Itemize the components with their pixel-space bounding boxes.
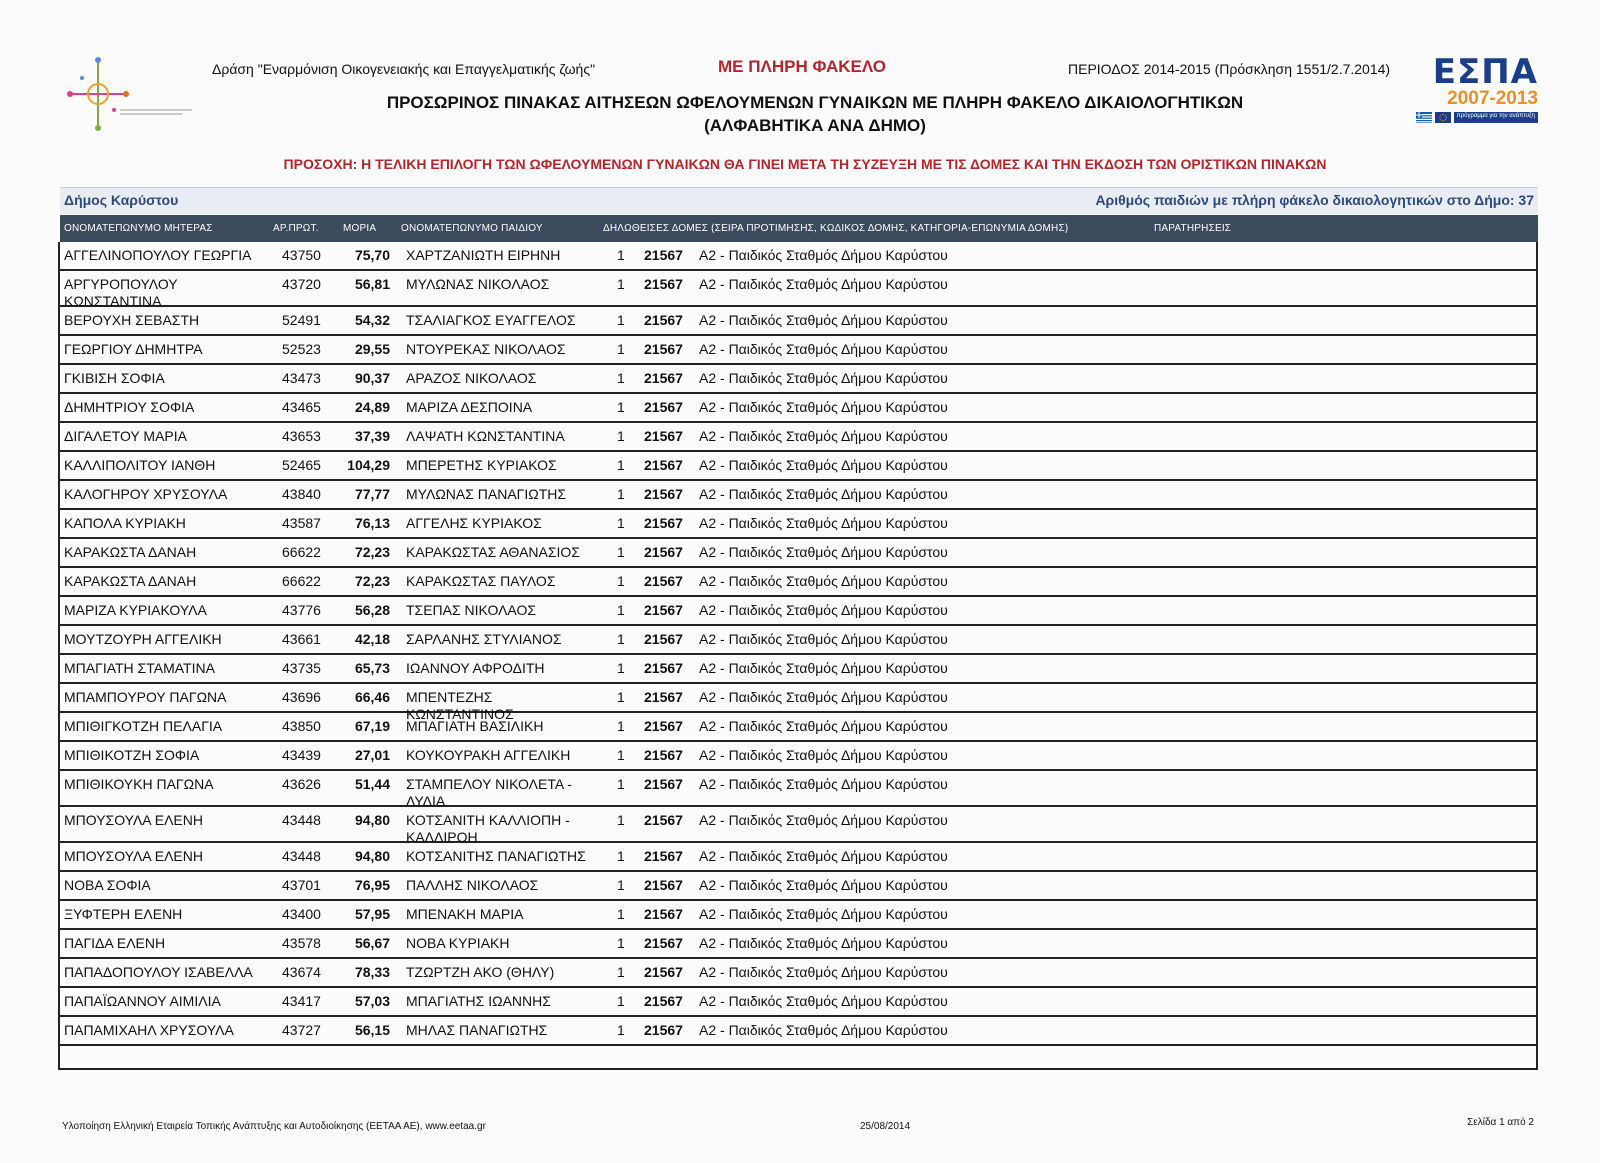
structure-code: 21567 <box>644 812 683 828</box>
col-structures: ΔΗΛΩΘΕΙΣΕΣ ΔΟΜΕΣ (ΣΕΙΡΑ ΠΡΟΤΙΜΗΣΗΣ, ΚΩΔΙΚΟΣ ΔΟΜΗΣ, ΚΑΤΗΓΟΡΙΑ-ΕΠΩΝΥΜΙΑ ΔΟΜΗΣ) <box>603 223 1069 234</box>
protocol-number: 52523 <box>282 341 321 357</box>
col-notes: ΠΑΡΑΤΗΡΗΣΕΙΣ <box>1154 223 1232 234</box>
mother-name: ΑΡΓΥΡΟΠΟΥΛΟΥ ΚΩΝΣΤΑΝΤΙΝΑ <box>64 276 178 309</box>
protocol-number: 52465 <box>282 457 321 473</box>
child-name: ΚΟΤΣΑΝΙΤΗ ΚΑΛΛΙΟΠΗ - ΚΑΛΛΙΡΟΗ <box>406 812 570 845</box>
espa-tagline: πρόγραμμα για την ανάπτυξη <box>1454 112 1538 123</box>
moria-score: 72,23 <box>354 544 390 560</box>
child-name: ΙΩΑΝΝΟΥ ΑΦΡΟΔΙΤΗ <box>406 660 545 676</box>
structure-name: Α2 - Παιδικός Σταθμός Δήμου Καρύστου <box>699 935 948 951</box>
table-row <box>60 807 1536 843</box>
structure-code: 21567 <box>644 312 683 328</box>
structure-code: 21567 <box>644 776 683 792</box>
structure-name: Α2 - Παιδικός Σταθμός Δήμου Καρύστου <box>699 312 948 328</box>
child-name: ΜΥΛΩΝΑΣ ΠΑΝΑΓΙΩΤΗΣ <box>406 486 567 502</box>
child-name: ΧΑΡΤΖΑΝΙΩΤΗ ΕΙΡΗΝΗ <box>406 247 561 263</box>
document-title: ΠΡΟΣΩΡΙΝΟΣ ΠΙΝΑΚΑΣ ΑΙΤΗΣΕΩΝ ΩΦΕΛΟΥΜΕΝΩΝ ΓΥΝΑΙΚΩΝ ΜΕ ΠΛΗΡΗ ΦΑΚΕΛΟ ΔΙΚΑΙΟΛΟΓΗΤΙΚΩΝ <box>386 93 1244 112</box>
structure-code: 21567 <box>644 718 683 734</box>
moria-score: 90,37 <box>354 370 390 386</box>
structure-code: 21567 <box>644 276 683 292</box>
preference-order: 1 <box>617 573 625 589</box>
preference-order: 1 <box>617 935 625 951</box>
child-name: ΝΤΟΥΡΕΚΑΣ ΝΙΚΟΛΑΟΣ <box>406 341 566 357</box>
moria-score: 56,15 <box>354 1022 390 1038</box>
child-name: ΚΟΤΣΑΝΙΤΗΣ ΠΑΝΑΓΙΩΤΗΣ <box>406 848 586 864</box>
child-name: ΜΠΑΓΙΑΤΗ ΒΑΣΙΛΙΚΗ <box>406 718 544 734</box>
moria-score: 94,80 <box>354 812 390 828</box>
structure-code: 21567 <box>644 877 683 893</box>
structure-name: Α2 - Παιδικός Σταθμός Δήμου Καρύστου <box>699 718 948 734</box>
preference-order: 1 <box>617 848 625 864</box>
preference-order: 1 <box>617 312 625 328</box>
preference-order: 1 <box>617 964 625 980</box>
structure-code: 21567 <box>644 428 683 444</box>
child-name: ΜΗΛΑΣ ΠΑΝΑΓΙΩΤΗΣ <box>406 1022 548 1038</box>
table-row <box>60 423 1536 452</box>
protocol-number: 43465 <box>282 399 321 415</box>
structure-code: 21567 <box>644 848 683 864</box>
mother-name: ΠΑΠΑΪΩΑΝΝΟΥ ΑΙΜΙΛΙΑ <box>64 993 221 1009</box>
table-row <box>60 901 1536 930</box>
structure-code: 21567 <box>644 660 683 676</box>
preference-order: 1 <box>617 247 625 263</box>
child-name: ΠΑΛΛΗΣ ΝΙΚΟΛΑΟΣ <box>406 877 539 893</box>
table-row <box>60 481 1536 510</box>
preference-order: 1 <box>617 486 625 502</box>
child-name: ΛΑΨΑΤΗ ΚΩΝΣΤΑΝΤΙΝΑ <box>406 428 565 444</box>
structure-name: Α2 - Παιδικός Σταθμός Δήμου Καρύστου <box>699 776 948 792</box>
preference-order: 1 <box>617 457 625 473</box>
structure-code: 21567 <box>644 631 683 647</box>
table-row <box>60 843 1536 872</box>
table-header <box>60 215 1538 242</box>
mother-name: ΠΑΠΑΔΟΠΟΥΛΟΥ ΙΣΑΒΕΛΛΑ <box>64 964 253 980</box>
moria-score: 104,29 <box>347 457 390 473</box>
action-title: Δράση "Εναρμόνιση Οικογενειακής και Επαγγελματικής ζωής" <box>212 61 596 77</box>
child-name: ΑΡΑΖΟΣ ΝΙΚΟΛΑΟΣ <box>406 370 537 386</box>
table-row <box>60 771 1536 807</box>
preference-order: 1 <box>617 341 625 357</box>
preference-order: 1 <box>617 428 625 444</box>
protocol-number: 43473 <box>282 370 321 386</box>
protocol-number: 43750 <box>282 247 321 263</box>
structure-name: Α2 - Παιδικός Σταθμός Δήμου Καρύστου <box>699 812 948 828</box>
municipality-name: Δήμος Καρύστου <box>64 192 179 208</box>
mother-name: ΚΑΡΑΚΩΣΤΑ ΔΑΝΑΗ <box>64 573 197 589</box>
structure-code: 21567 <box>644 1022 683 1038</box>
preference-order: 1 <box>617 631 625 647</box>
structure-name: Α2 - Παιδικός Σταθμός Δήμου Καρύστου <box>699 247 948 263</box>
structure-name: Α2 - Παιδικός Σταθμός Δήμου Καρύστου <box>699 747 948 763</box>
children-count: Αριθμός παιδιών με πλήρη φάκελο δικαιολογητικών στο Δήμο: 37 <box>1095 192 1534 208</box>
protocol-number: 43448 <box>282 848 321 864</box>
mother-name: ΠΑΓΙΔΑ ΕΛΕΝΗ <box>64 935 166 951</box>
moria-score: 24,89 <box>354 399 390 415</box>
moria-score: 57,95 <box>354 906 390 922</box>
table-row <box>60 655 1536 684</box>
child-name: ΜΠΕΝΤΕΖΗΣ ΚΩΝΣΤΑΝΤΙΝΟΣ <box>406 689 514 722</box>
protocol-number: 43587 <box>282 515 321 531</box>
mother-name: ΔΙΓΑΛΕΤΟΥ ΜΑΡΙΑ <box>64 428 187 444</box>
protocol-number: 43439 <box>282 747 321 763</box>
period-label: ΠΕΡΙΟΔΟΣ 2014-2015 (Πρόσκληση 1551/2.7.2014) <box>1068 61 1391 77</box>
child-name: ΜΑΡΙΖΑ ΔΕΣΠΟΙΝΑ <box>406 399 533 415</box>
moria-score: 66,46 <box>354 689 390 705</box>
footer-implementation: Υλοποίηση Ελληνική Εταιρεία Τοπικής Ανάπτυξης και Αυτοδιοίκησης (ΕΕΤΑΑ ΑΕ), www.eetaa.gr <box>62 1121 486 1132</box>
structure-name: Α2 - Παιδικός Σταθμός Δήμου Καρύστου <box>699 544 948 560</box>
moria-score: 77,77 <box>354 486 390 502</box>
child-name: ΜΠΕΡΕΤΗΣ ΚΥΡΙΑΚΟΣ <box>406 457 557 473</box>
structure-name: Α2 - Παιδικός Σταθμός Δήμου Καρύστου <box>699 906 948 922</box>
warning-note: ΠΡΟΣΟΧΗ: Η ΤΕΛΙΚΗ ΕΠΙΛΟΓΗ ΤΩΝ ΩΦΕΛΟΥΜΕΝΩΝ ΓΥΝΑΙΚΩΝ ΘΑ ΓΙΝΕΙ ΜΕΤΑ ΤΗ ΣΥΖΕΥΞΗ ΜΕ ΤΙΣ ΔΟΜΕΣ ΚΑΙ ΤΗΝ ΕΚΔΟΣΗ ΤΩΝ ΟΡΙΣΤΙΚΩΝ ΠΙΝΑΚΩΝ <box>283 156 1327 172</box>
table-row <box>60 365 1536 394</box>
table-row <box>60 242 1536 271</box>
structure-code: 21567 <box>644 515 683 531</box>
protocol-number: 43727 <box>282 1022 321 1038</box>
protocol-number: 43400 <box>282 906 321 922</box>
structure-name: Α2 - Παιδικός Σταθμός Δήμου Καρύστου <box>699 399 948 415</box>
moria-score: 76,13 <box>354 515 390 531</box>
protocol-number: 43417 <box>282 993 321 1009</box>
preference-order: 1 <box>617 689 625 705</box>
protocol-number: 43720 <box>282 276 321 292</box>
structure-code: 21567 <box>644 486 683 502</box>
child-name: ΝΟΒΑ ΚΥΡΙΑΚΗ <box>406 935 510 951</box>
structure-name: Α2 - Παιδικός Σταθμός Δήμου Καρύστου <box>699 993 948 1009</box>
mother-name: ΜΠΙΘΙΚΟΥΚΗ ΠΑΓΩΝΑ <box>64 776 214 792</box>
preference-order: 1 <box>617 906 625 922</box>
structure-code: 21567 <box>644 457 683 473</box>
child-name: ΑΓΓΕΛΗΣ ΚΥΡΙΑΚΟΣ <box>406 515 542 531</box>
mother-name: ΓΕΩΡΓΙΟΥ ΔΗΜΗΤΡΑ <box>64 341 203 357</box>
preference-order: 1 <box>617 877 625 893</box>
mother-name: ΞΥΦΤΕΡΗ ΕΛΕΝΗ <box>64 906 183 922</box>
child-name: ΚΑΡΑΚΩΣΤΑΣ ΑΘΑΝΑΣΙΟΣ <box>406 544 580 560</box>
table-row <box>60 713 1536 742</box>
table-row <box>60 597 1536 626</box>
table-row <box>60 1017 1536 1046</box>
moria-score: 78,33 <box>354 964 390 980</box>
preference-order: 1 <box>617 602 625 618</box>
moria-score: 27,01 <box>354 747 390 763</box>
protocol-number: 43735 <box>282 660 321 676</box>
protocol-number: 43701 <box>282 877 321 893</box>
table-row <box>60 626 1536 655</box>
mother-name: ΚΑΡΑΚΩΣΤΑ ΔΑΝΑΗ <box>64 544 197 560</box>
preference-order: 1 <box>617 515 625 531</box>
protocol-number: 43578 <box>282 935 321 951</box>
document-subtitle: (ΑΛΦΑΒΗΤΙΚΑ ΑΝΑ ΔΗΜΟ) <box>704 116 926 135</box>
structure-code: 21567 <box>644 993 683 1009</box>
structure-code: 21567 <box>644 247 683 263</box>
table-row <box>60 872 1536 901</box>
structure-name: Α2 - Παιδικός Σταθμός Δήμου Καρύστου <box>699 276 948 292</box>
protocol-number: 43626 <box>282 776 321 792</box>
structure-code: 21567 <box>644 573 683 589</box>
footer-page: Σελίδα 1 από 2 <box>1467 1117 1534 1128</box>
protocol-number: 43448 <box>282 812 321 828</box>
footer-date: 25/08/2014 <box>860 1121 911 1132</box>
structure-name: Α2 - Παιδικός Σταθμός Δήμου Καρύστου <box>699 848 948 864</box>
table-row <box>60 959 1536 988</box>
mother-name: ΝΟΒΑ ΣΟΦΙΑ <box>64 877 151 893</box>
mother-name: ΜΠΑΓΙΑΤΗ ΣΤΑΜΑΤΙΝΑ <box>64 660 215 676</box>
applications-table <box>58 242 1538 1070</box>
structure-name: Α2 - Παιδικός Σταθμός Δήμου Καρύστου <box>699 428 948 444</box>
mother-name: ΚΑΛΟΓΗΡΟΥ ΧΡΥΣΟΥΛΑ <box>64 486 228 502</box>
structure-name: Α2 - Παιδικός Σταθμός Δήμου Καρύστου <box>699 457 948 473</box>
structure-name: Α2 - Παιδικός Σταθμός Δήμου Καρύστου <box>699 877 948 893</box>
protocol-number: 43696 <box>282 689 321 705</box>
mother-name: ΜΟΥΤΖΟΥΡΗ ΑΓΓΕΛΙΚΗ <box>64 631 222 647</box>
moria-score: 75,70 <box>354 247 390 263</box>
preference-order: 1 <box>617 718 625 734</box>
protocol-number: 43661 <box>282 631 321 647</box>
mother-name: ΚΑΠΟΛΑ ΚΥΡΙΑΚΗ <box>64 515 186 531</box>
moria-score: 76,95 <box>354 877 390 893</box>
protocol-number: 52491 <box>282 312 321 328</box>
col-mother: ΟΝΟΜΑΤΕΠΩΝΥΜΟ ΜΗΤΕΡΑΣ <box>64 223 213 234</box>
structure-name: Α2 - Παιδικός Σταθμός Δήμου Καρύστου <box>699 602 948 618</box>
protocol-number: 43850 <box>282 718 321 734</box>
structure-name: Α2 - Παιδικός Σταθμός Δήμου Καρύστου <box>699 573 948 589</box>
child-name: ΜΠΕΝΑΚΗ ΜΑΡΙΑ <box>406 906 524 922</box>
child-name: ΚΑΡΑΚΩΣΤΑΣ ΠΑΥΛΟΣ <box>406 573 556 589</box>
child-name: ΤΣΕΠΑΣ ΝΙΚΟΛΑΟΣ <box>406 602 537 618</box>
moria-score: 42,18 <box>354 631 390 647</box>
structure-code: 21567 <box>644 602 683 618</box>
table-row <box>60 394 1536 423</box>
structure-code: 21567 <box>644 935 683 951</box>
moria-score: 72,23 <box>354 573 390 589</box>
structure-code: 21567 <box>644 370 683 386</box>
mother-name: ΠΑΠΑΜΙΧΑΗΛ ΧΡΥΣΟΥΛΑ <box>64 1022 234 1038</box>
structure-name: Α2 - Παιδικός Σταθμός Δήμου Καρύστου <box>699 486 948 502</box>
structure-code: 21567 <box>644 341 683 357</box>
espa-title: ΕΣΠΑ <box>1432 52 1538 92</box>
preference-order: 1 <box>617 747 625 763</box>
table-row <box>60 539 1536 568</box>
table-row <box>60 452 1536 481</box>
col-child: ΟΝΟΜΑΤΕΠΩΝΥΜΟ ΠΑΙΔΙΟΥ <box>401 223 543 234</box>
child-name: ΣΤΑΜΠΕΛΟΥ ΝΙΚΟΛΕΤΑ - ΛΥΔΙΑ <box>406 776 572 809</box>
structure-code: 21567 <box>644 544 683 560</box>
child-name: ΤΣΑΛΙΑΓΚΟΣ ΕΥΑΓΓΕΛΟΣ <box>406 312 576 328</box>
mother-name: ΜΠΟΥΣΟΥΛΑ ΕΛΕΝΗ <box>64 812 203 828</box>
mother-name: ΔΗΜΗΤΡΙΟΥ ΣΟΦΙΑ <box>64 399 195 415</box>
preference-order: 1 <box>617 812 625 828</box>
col-protocol: ΑΡ.ΠΡΩΤ. <box>273 223 319 234</box>
child-name: ΤΖΩΡΤΖΗ ΑΚΟ (ΘΗΛΥ) <box>406 964 555 980</box>
moria-score: 54,32 <box>354 312 390 328</box>
moria-score: 57,03 <box>354 993 390 1009</box>
protocol-number: 66622 <box>282 573 321 589</box>
mother-name: ΚΑΛΛΙΠΟΛΙΤΟΥ ΙΑΝΘΗ <box>64 457 216 473</box>
child-name: ΣΑΡΛΑΝΗΣ ΣΤΥΛΙΑΝΟΣ <box>406 631 562 647</box>
mother-name: ΜΠΙΘΙΚΟΤΖΗ ΣΟΦΙΑ <box>64 747 200 763</box>
mother-name: ΜΑΡΙΖΑ ΚΥΡΙΑΚΟΥΛΑ <box>64 602 207 618</box>
preference-order: 1 <box>617 660 625 676</box>
structure-name: Α2 - Παιδικός Σταθμός Δήμου Καρύστου <box>699 689 948 705</box>
protocol-number: 66622 <box>282 544 321 560</box>
full-folder-label: ΜΕ ΠΛΗΡΗ ΦΑΚΕΛΟ <box>718 57 886 76</box>
child-name: ΚΟΥΚΟΥΡΑΚΗ ΑΓΓΕΛΙΚΗ <box>406 747 571 763</box>
table-row <box>60 742 1536 771</box>
structure-code: 21567 <box>644 747 683 763</box>
structure-code: 21567 <box>644 906 683 922</box>
mother-name: ΜΠΑΜΠΟΥΡΟΥ ΠΑΓΩΝΑ <box>64 689 227 705</box>
structure-name: Α2 - Παιδικός Σταθμός Δήμου Καρύστου <box>699 370 948 386</box>
table-row <box>60 336 1536 365</box>
protocol-number: 43674 <box>282 964 321 980</box>
moria-score: 56,28 <box>354 602 390 618</box>
structure-name: Α2 - Παιδικός Σταθμός Δήμου Καρύστου <box>699 515 948 531</box>
table-row <box>60 684 1536 722</box>
structure-name: Α2 - Παιδικός Σταθμός Δήμου Καρύστου <box>699 660 948 676</box>
protocol-number: 43776 <box>282 602 321 618</box>
preference-order: 1 <box>617 1022 625 1038</box>
espa-years: 2007-2013 <box>1447 88 1538 109</box>
table-row <box>60 307 1536 336</box>
moria-score: 29,55 <box>354 341 390 357</box>
moria-score: 37,39 <box>354 428 390 444</box>
table-row <box>60 568 1536 597</box>
moria-score: 67,19 <box>354 718 390 734</box>
preference-order: 1 <box>617 370 625 386</box>
mother-name: ΜΠΙΘΙΓΚΟΤΖΗ ΠΕΛΑΓΙΑ <box>64 718 223 734</box>
col-moria: ΜΟΡΙΑ <box>343 223 377 234</box>
preference-order: 1 <box>617 993 625 1009</box>
structure-code: 21567 <box>644 399 683 415</box>
structure-code: 21567 <box>644 689 683 705</box>
table-row <box>60 930 1536 959</box>
protocol-number: 43653 <box>282 428 321 444</box>
preference-order: 1 <box>617 399 625 415</box>
structure-name: Α2 - Παιδικός Σταθμός Δήμου Καρύστου <box>699 1022 948 1038</box>
protocol-number: 43840 <box>282 486 321 502</box>
moria-score: 65,73 <box>354 660 390 676</box>
table-row <box>60 510 1536 539</box>
moria-score: 51,44 <box>354 776 390 792</box>
table-row <box>60 988 1536 1017</box>
preference-order: 1 <box>617 776 625 792</box>
moria-score: 56,67 <box>354 935 390 951</box>
moria-score: 94,80 <box>354 848 390 864</box>
structure-name: Α2 - Παιδικός Σταθμός Δήμου Καρύστου <box>699 631 948 647</box>
mother-name: ΜΠΟΥΣΟΥΛΑ ΕΛΕΝΗ <box>64 848 203 864</box>
preference-order: 1 <box>617 544 625 560</box>
table-row <box>60 271 1536 307</box>
child-name: ΜΥΛΩΝΑΣ ΝΙΚΟΛΑΟΣ <box>406 276 550 292</box>
child-name: ΜΠΑΓΙΑΤΗΣ ΙΩΑΝΝΗΣ <box>406 993 551 1009</box>
moria-score: 56,81 <box>354 276 390 292</box>
preference-order: 1 <box>617 276 625 292</box>
structure-code: 21567 <box>644 964 683 980</box>
structure-name: Α2 - Παιδικός Σταθμός Δήμου Καρύστου <box>699 341 948 357</box>
structure-name: Α2 - Παιδικός Σταθμός Δήμου Καρύστου <box>699 964 948 980</box>
mother-name: ΒΕΡΟΥΧΗ ΣΕΒΑΣΤΗ <box>64 312 200 328</box>
mother-name: ΑΓΓΕΛΙΝΟΠΟΥΛΟΥ ΓΕΩΡΓΙΑ <box>64 247 252 263</box>
mother-name: ΓΚΙΒΙΣΗ ΣΟΦΙΑ <box>64 370 165 386</box>
